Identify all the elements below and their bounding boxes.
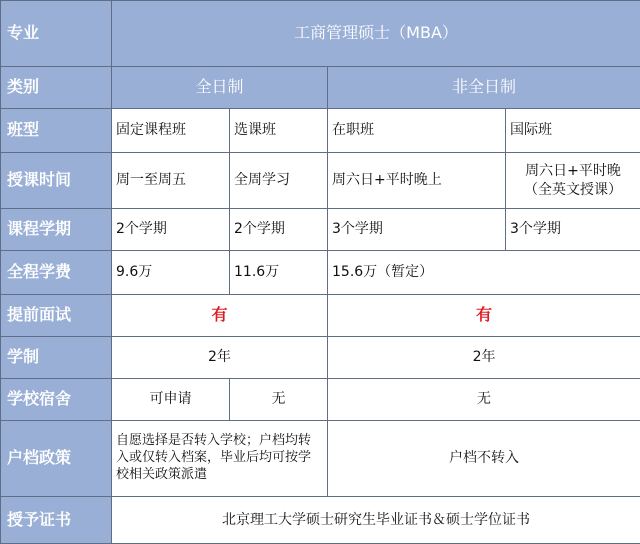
major-label: 专业: [1, 1, 112, 67]
early-interview-label: 提前面试: [1, 295, 112, 337]
certificate-value: 北京理工大学硕士研究生毕业证书＆硕士学位证书: [112, 497, 640, 544]
duration-row: [1, 337, 640, 379]
terms-cell: 3个学期: [506, 209, 640, 251]
tuition-row: [1, 251, 640, 295]
class-type-label: 班型: [1, 109, 112, 153]
early-interview-part-time: 有: [328, 295, 640, 337]
hukou-full-time: 自愿选择是否转入学校；户档均转入或仅转入档案，毕业后均可按学校相关政策派遣: [112, 421, 328, 497]
dorm-cell: 无: [230, 379, 328, 421]
tuition-cell: 9.6万: [112, 251, 230, 295]
dorm-cell: 可申请: [112, 379, 230, 421]
class-type-cell: 固定课程班: [112, 109, 230, 153]
class-type-cell: 国际班: [506, 109, 640, 153]
tuition-cell: 15.6万（暂定）: [328, 251, 640, 295]
class-type-cell: 选课班: [230, 109, 328, 153]
duration-full-time: 2年: [112, 337, 328, 379]
class-type-cell: 在职班: [328, 109, 506, 153]
class-time-cell: 周一至周五: [112, 153, 230, 209]
tuition-cell: 11.6万: [230, 251, 328, 295]
class-time-cell: 周六日+平时晚上: [328, 153, 506, 209]
hukou-row: [1, 421, 640, 497]
dorm-cell: 无: [328, 379, 640, 421]
category-row: [1, 67, 640, 109]
terms-cell: 3个学期: [328, 209, 506, 251]
terms-row: [1, 209, 640, 251]
early-interview-row: [1, 295, 640, 337]
duration-part-time: 2年: [328, 337, 640, 379]
hukou-part-time: 户档不转入: [328, 421, 640, 497]
category-full-time: 全日制: [112, 67, 328, 109]
class-time-cell: 周六日+平时晚 （全英文授课）: [506, 153, 640, 209]
dorm-label: 学校宿舍: [1, 379, 112, 421]
terms-cell: 2个学期: [112, 209, 230, 251]
certificate-label: 授予证书: [1, 497, 112, 544]
early-interview-full-time: 有: [112, 295, 328, 337]
tuition-label: 全程学费: [1, 251, 112, 295]
dorm-row: [1, 379, 640, 421]
terms-label: 课程学期: [1, 209, 112, 251]
category-label: 类别: [1, 67, 112, 109]
class-time-cell: 全周学习: [230, 153, 328, 209]
duration-label: 学制: [1, 337, 112, 379]
class-time-label: 授课时间: [1, 153, 112, 209]
program-title: 工商管理硕士（MBA）: [112, 1, 640, 67]
class-type-row: [1, 109, 640, 153]
header-row: [1, 1, 640, 67]
hukou-label: 户档政策: [1, 421, 112, 497]
terms-cell: 2个学期: [230, 209, 328, 251]
category-part-time: 非全日制: [328, 67, 640, 109]
certificate-row: [1, 497, 640, 544]
class-time-row: [1, 153, 640, 209]
